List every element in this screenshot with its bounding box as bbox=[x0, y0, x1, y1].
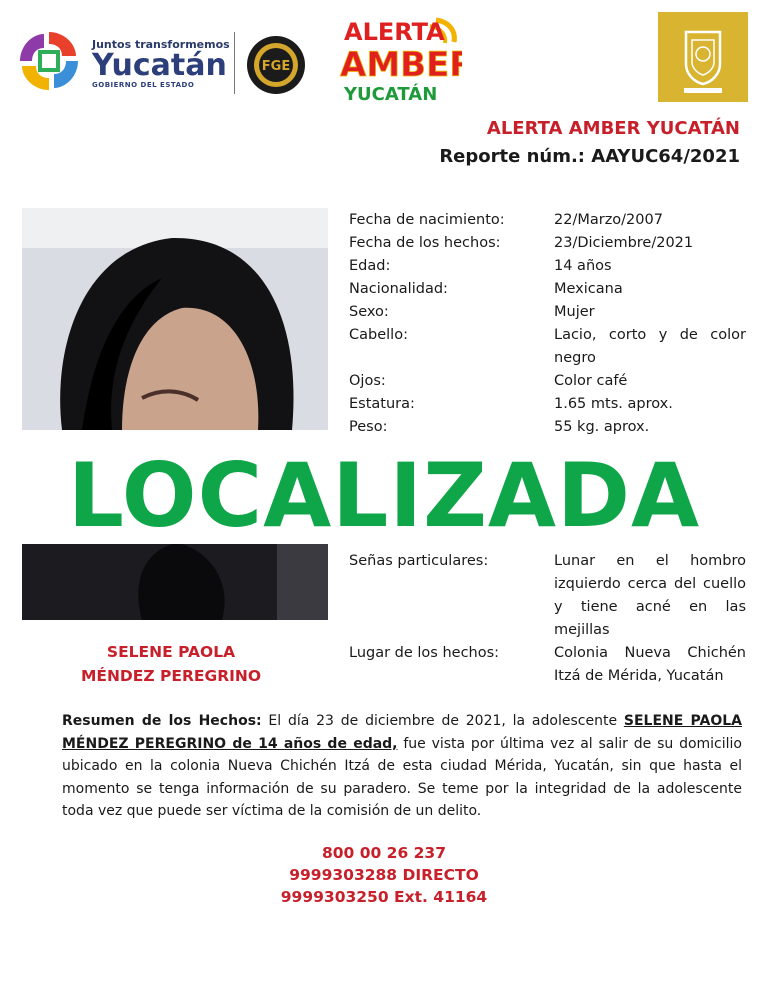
detail-label-weight: Peso: bbox=[349, 419, 388, 435]
person-name-line2: MÉNDEZ PEREGRINO bbox=[80, 667, 262, 685]
alert-title: ALERTA AMBER YUCATÁN bbox=[486, 118, 740, 139]
detail-label-sex: Sexo: bbox=[349, 304, 389, 320]
contact-phones bbox=[0, 842, 768, 908]
detail-value-height: 1.65 mts. aprox. bbox=[554, 396, 673, 412]
detail-value-weight: 55 kg. aprox. bbox=[554, 419, 650, 435]
person-name bbox=[40, 640, 302, 688]
yucatan-government-logo bbox=[14, 26, 84, 96]
fge-seal-logo bbox=[246, 35, 306, 95]
yucatan-name: Yucatán bbox=[92, 48, 227, 83]
summary-paragraph bbox=[62, 710, 742, 823]
contact-phone-3: 9999303250 Ext. 41164 bbox=[280, 888, 488, 906]
person-photo-lower bbox=[22, 544, 328, 620]
detail-label-nationality: Nacionalidad: bbox=[349, 281, 448, 297]
detail-value-eyes: Color café bbox=[554, 373, 628, 389]
report-number: Reporte núm.: AAYUC64/2021 bbox=[439, 146, 740, 167]
contact-phone-2: 9999303288 DIRECTO bbox=[289, 866, 479, 884]
person-name-line1: SELENE PAOLA bbox=[106, 643, 236, 661]
summary-lead: Resumen de los Hechos: bbox=[62, 713, 262, 729]
detail-label-birthdate: Fecha de nacimiento: bbox=[349, 212, 505, 228]
detail-value-hair: Lacio, corto y de color negro bbox=[554, 327, 746, 366]
detail-label-height: Estatura: bbox=[349, 396, 415, 412]
amber-line2: AMBER bbox=[340, 45, 462, 85]
fge-label: FGE bbox=[261, 59, 291, 74]
detail-value-marks: Lunar en el hombro izquierdo cerca del cuello y tiene acné en las mejillas bbox=[554, 553, 746, 638]
summary-text-2: fue vista por última vez al salir de su domicilio ubicado en la colonia Nueva Chichén Itzá de esta ciudad Mérida, Yucatán, sin que hasta el momento se tenga información de su paradero. Se teme por la integridad de la adolescente toda vez que puede ser víctima de la comisión de un delito. bbox=[62, 735, 742, 819]
detail-label-eyes: Ojos: bbox=[349, 373, 386, 389]
summary-text-1: El día 23 de diciembre de 2021, la adolescente bbox=[261, 713, 624, 729]
amber-line3: YUCATÁN bbox=[344, 84, 438, 105]
detail-value-nationality: Mexicana bbox=[554, 281, 623, 297]
detail-value-event-date: 23/Diciembre/2021 bbox=[554, 235, 694, 251]
detail-value-age: 14 años bbox=[554, 258, 612, 274]
yucatan-gov-label: GOBIERNO DEL ESTADO bbox=[92, 81, 195, 89]
detail-value-location: Colonia Nueva Chichén Itzá de Mérida, Yucatán bbox=[554, 645, 746, 684]
yucatan-wordmark bbox=[92, 38, 230, 89]
detail-value-birthdate: 22/Marzo/2007 bbox=[554, 212, 663, 228]
detail-value-sex: Mujer bbox=[554, 304, 595, 320]
status-stamp: LOCALIZADA bbox=[67, 444, 701, 547]
detail-label-age: Edad: bbox=[349, 258, 391, 274]
detail-label-marks: Señas particulares: bbox=[349, 553, 489, 569]
contact-phone-1: 800 00 26 237 bbox=[321, 844, 447, 862]
detail-label-location: Lugar de los hechos: bbox=[349, 645, 500, 661]
header-divider bbox=[234, 32, 235, 94]
state-shield-logo bbox=[658, 12, 748, 102]
detail-label-event-date: Fecha de los hechos: bbox=[349, 235, 501, 251]
summary-highlight: SELENE PAOLA MÉNDEZ PEREGRINO de 14 años de edad, bbox=[62, 713, 742, 752]
detail-label-hair: Cabello: bbox=[349, 327, 408, 343]
amber-line1: ALERTA bbox=[344, 18, 445, 46]
yucatan-tagline: Juntos transformemos bbox=[92, 38, 230, 51]
person-photo bbox=[22, 208, 328, 430]
alerta-amber-logo bbox=[338, 12, 462, 106]
